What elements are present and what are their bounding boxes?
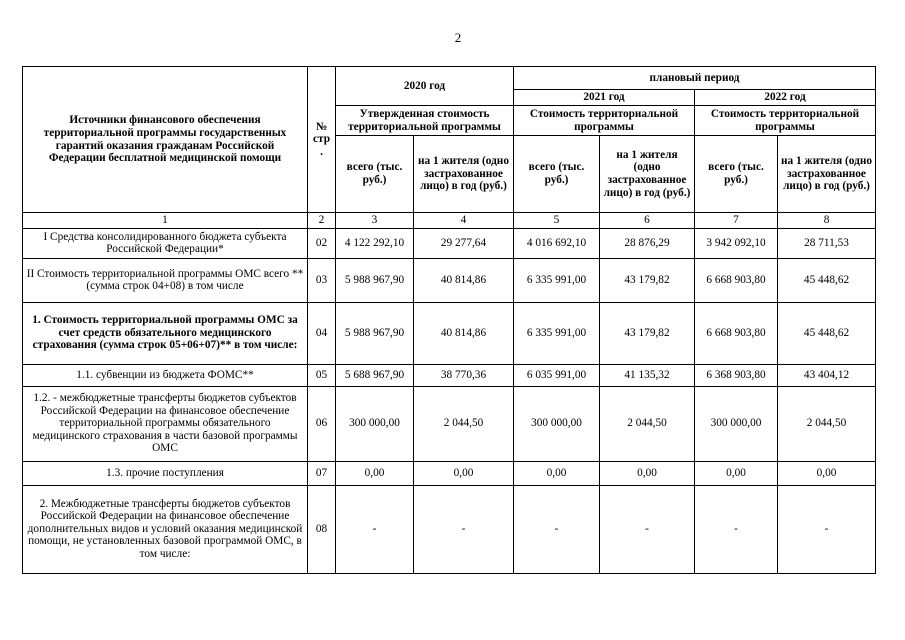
row-label: II Стоимость территориальной программы ОМС всего **(сумма строк 04+08) в том числе [23, 258, 308, 302]
cell-value: 6 668 903,80 [695, 258, 778, 302]
cell-value: 6 368 903,80 [695, 364, 778, 386]
header-total-2020: всего (тыс. руб.) [336, 136, 414, 213]
cell-value: 43 404,12 [778, 364, 876, 386]
col-number: 8 [778, 213, 876, 229]
cell-value: 6 335 991,00 [514, 302, 600, 364]
cell-value: 6 035 991,00 [514, 364, 600, 386]
cell-value: 0,00 [778, 461, 876, 485]
cell-value: 4 122 292,10 [336, 228, 414, 258]
cell-value: 2 044,50 [778, 386, 876, 461]
cell-value: 300 000,00 [336, 386, 414, 461]
cell-value: 43 179,82 [600, 258, 695, 302]
col-number: 3 [336, 213, 414, 229]
table-row [23, 364, 876, 386]
table-row [23, 258, 876, 302]
header-plan-period: плановый период [514, 67, 876, 90]
header-total-2022: всего (тыс. руб.) [695, 136, 778, 213]
col-number: 4 [414, 213, 514, 229]
col-number: 1 [23, 213, 308, 229]
cell-value: 3 942 092,10 [695, 228, 778, 258]
table-row [23, 461, 876, 485]
row-label: I Средства консолидированного бюджета субъекта Российской Федерации* [23, 228, 308, 258]
col-number: 7 [695, 213, 778, 229]
row-label: 1.3. прочие поступления [23, 461, 308, 485]
cell-value: 300 000,00 [695, 386, 778, 461]
row-number: 08 [308, 485, 336, 573]
cell-value: - [695, 485, 778, 573]
cell-value: 28 711,53 [778, 228, 876, 258]
row-label: 1.2. - межбюджетные трансферты бюджетов субъектов Российской Федерации на финансовое обеспечение территориальной программы обязательного медицинского страхования в части базовой программы ОМС [23, 386, 308, 461]
row-label: 1.1. субвенции из бюджета ФОМС** [23, 364, 308, 386]
col-number: 5 [514, 213, 600, 229]
cell-value: 300 000,00 [514, 386, 600, 461]
row-label: 1. Стоимость территориальной программы ОМС за счет средств обязательного медицинского страхования (сумма строк 05+06+07)** в том числе: [23, 302, 308, 364]
cell-value: 2 044,50 [600, 386, 695, 461]
row-number: 02 [308, 228, 336, 258]
cell-value: 5 988 967,90 [336, 258, 414, 302]
cell-value: 43 179,82 [600, 302, 695, 364]
header-per-capita-2022: на 1 жителя (одно застрахованное лицо) в год (руб.) [778, 136, 876, 213]
cell-value: 28 876,29 [600, 228, 695, 258]
row-number: 03 [308, 258, 336, 302]
header-cost-2022: Стоимость территориальной программы [695, 106, 876, 136]
table-row [23, 228, 876, 258]
cell-value: 2 044,50 [414, 386, 514, 461]
cell-value: 41 135,32 [600, 364, 695, 386]
header-year-2020: 2020 год [336, 67, 514, 106]
cell-value: 45 448,62 [778, 302, 876, 364]
header-cost-2020: Утвержденная стоимость территориальной программы [336, 106, 514, 136]
cell-value: - [336, 485, 414, 573]
header-year-2022: 2022 год [695, 90, 876, 106]
header-year-2021: 2021 год [514, 90, 695, 106]
table-row [23, 386, 876, 461]
col-number: 6 [600, 213, 695, 229]
row-number: 07 [308, 461, 336, 485]
cell-value: - [414, 485, 514, 573]
cell-value: - [600, 485, 695, 573]
cell-value: 0,00 [514, 461, 600, 485]
cell-value: 0,00 [336, 461, 414, 485]
cell-value: 5 988 967,90 [336, 302, 414, 364]
row-label: 2. Межбюджетные трансферты бюджетов субъектов Российской Федерации на финансовое обеспечение дополнительных видов и условий оказания медицинской помощи, не установленных базовой программой ОМС, в том числе: [23, 485, 308, 573]
cell-value: 6 668 903,80 [695, 302, 778, 364]
cell-value: 6 335 991,00 [514, 258, 600, 302]
cell-value: 40 814,86 [414, 302, 514, 364]
cell-value: 4 016 692,10 [514, 228, 600, 258]
cell-value: 29 277,64 [414, 228, 514, 258]
cell-value: 45 448,62 [778, 258, 876, 302]
cell-value: 5 688 967,90 [336, 364, 414, 386]
cell-value: 0,00 [600, 461, 695, 485]
header-sources: Источники финансового обеспечения территориальной программы государственных гарантий оказания гражданам Российской Федерации бесплатной медицинской помощи [23, 67, 308, 213]
cell-value: - [778, 485, 876, 573]
row-number: 06 [308, 386, 336, 461]
page-number: 2 [454, 30, 462, 45]
cell-value: 0,00 [695, 461, 778, 485]
header-cost-2021: Стоимость территориальной программы [514, 106, 695, 136]
header-per-capita-2021: на 1 жителя (одно застрахованное лицо) в год (руб.) [600, 136, 695, 213]
header-total-2021: всего (тыс. руб.) [514, 136, 600, 213]
row-number: 04 [308, 302, 336, 364]
table-row [23, 485, 876, 573]
table-row [23, 302, 876, 364]
cell-value: 40 814,86 [414, 258, 514, 302]
header-per-capita-2020: на 1 жителя (одно застрахованное лицо) в год (руб.) [414, 136, 514, 213]
row-number: 05 [308, 364, 336, 386]
col-number: 2 [308, 213, 336, 229]
cell-value: 0,00 [414, 461, 514, 485]
cell-value: - [514, 485, 600, 573]
financing-table [22, 66, 876, 574]
header-row-no: № стр . [308, 67, 336, 213]
cell-value: 38 770,36 [414, 364, 514, 386]
